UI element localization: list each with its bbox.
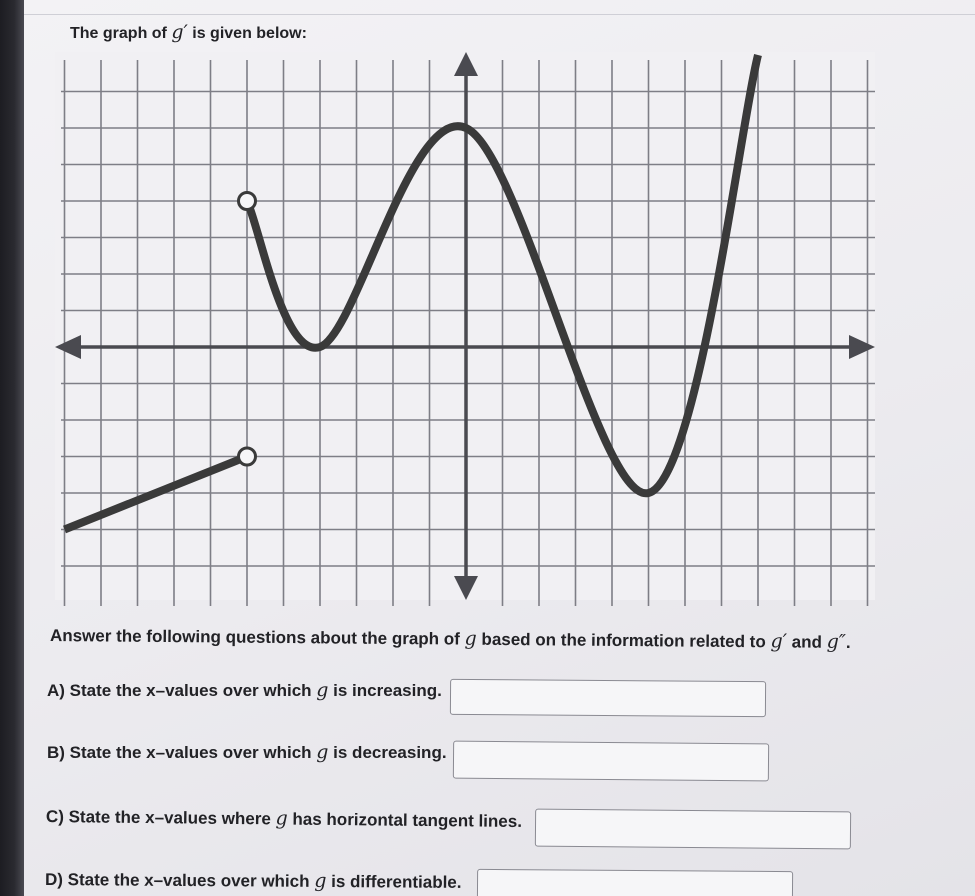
question-c-function: g — [275, 807, 288, 830]
instructions-end: . — [845, 632, 851, 652]
question-b-suffix: is decreasing. — [328, 743, 447, 762]
graph-heading-function: g′ — [171, 21, 188, 43]
question-a-function: g — [316, 679, 329, 701]
question-d-function: g — [314, 869, 327, 892]
open-endpoint-upper — [239, 193, 256, 210]
question-b-function: g — [316, 741, 329, 763]
question-d-prefix: D) State the x–values over which — [44, 870, 315, 891]
graph-heading-suffix: is given below: — [187, 25, 307, 42]
graph-heading-prefix: The graph of — [70, 25, 172, 42]
question-d-answer-input[interactable] — [477, 869, 793, 896]
instructions-prefix: Answer the following questions about the graph of — [49, 626, 465, 649]
question-b-answer-input[interactable] — [453, 741, 769, 782]
question-c-answer-input[interactable] — [535, 809, 851, 850]
instructions-mid: based on the information related to — [476, 629, 771, 652]
question-a-suffix: is increasing. — [328, 681, 442, 700]
instructions-function-g-double-prime: g″ — [826, 630, 847, 653]
open-endpoint-lower — [239, 448, 256, 465]
instructions-function-g: g — [464, 627, 477, 650]
question-d-label — [45, 868, 462, 893]
question-c-suffix: has horizontal tangent lines. — [287, 809, 523, 831]
question-c-prefix: C) State the x–values where — [45, 807, 276, 829]
instructions-and: and — [786, 632, 827, 652]
question-a-label — [47, 679, 442, 701]
question-d-suffix: is differentiable. — [326, 871, 462, 892]
question-a-answer-input[interactable] — [450, 679, 766, 717]
question-a-prefix: A) State the x–values over which — [47, 681, 317, 700]
question-b-prefix: B) State the x–values over which — [47, 743, 317, 762]
question-b-label — [47, 741, 447, 763]
instructions-function-g-prime: g′ — [770, 630, 788, 653]
